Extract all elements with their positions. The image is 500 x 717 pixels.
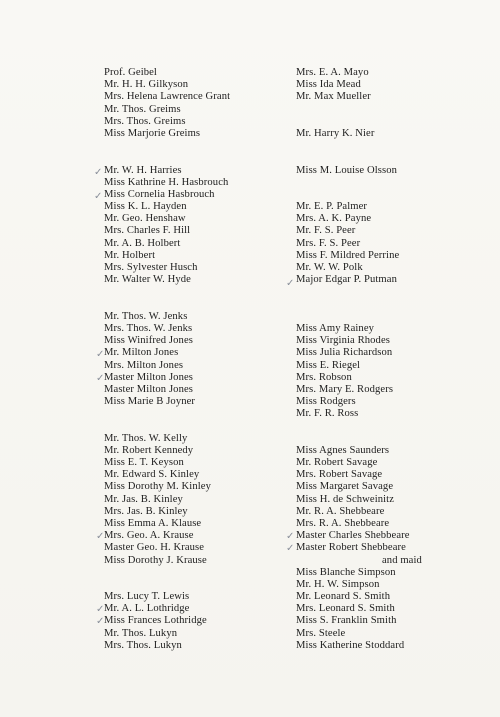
passenger-name: Mr. A. L. Lothridge [104,603,190,615]
section-spacer [296,189,496,201]
passenger-name: Mrs. Lucy T. Lewis [104,591,190,603]
check-mark-icon: ✓ [94,191,103,202]
passenger-name: Mr. H. H. Gilkyson [104,79,189,91]
passenger-name: Mr. R. A. Shebbeare [296,505,385,517]
passenger-name: Miss Rodgers [296,396,356,408]
passenger-name: Mr. Milton Jones [104,347,179,359]
passenger-name: Mrs. Geo. A. Krause [104,530,194,542]
passenger-name: Mr. W. W. Polk [296,262,363,273]
section-spacer [296,116,496,128]
passenger-name: Miss Katherine Stoddard [296,639,405,651]
passenger-name: Mr. Holbert [104,249,156,261]
passenger-name: Mr. Thos. Greims [104,103,181,115]
passenger-name: Prof. Geibel [104,67,157,78]
section-spacer [104,152,304,164]
section-spacer [104,579,304,591]
passenger-name: Mrs. Jas. B. Kinley [104,505,188,517]
check-mark-icon: ✓ [286,531,295,542]
passenger-list-right-column [296,67,496,652]
passenger-name: Miss Blanche Simpson [296,566,396,578]
passenger-name: Mr. Walter W. Hyde [104,274,191,286]
check-mark-icon: ✓ [96,373,105,384]
passenger-name: Miss M. Louise Olsson [296,164,397,176]
passenger-name: Miss F. Mildred Perrine [296,249,400,261]
passenger-name: Miss Marjorie Greims [104,127,201,139]
passenger-name: Master Geo. H. Krause [104,542,205,554]
passenger-name: Mr. A. B. Holbert [104,237,181,249]
passenger-name: Master Milton Jones [104,371,193,383]
passenger-name: Mr. Jas. B. Kinley [104,493,183,505]
passenger-name: Mrs. Sylvester Husch [104,262,198,273]
passenger-name: Mr. Max Mueller [296,91,371,103]
passenger-name: Mrs. Steele [296,627,346,639]
section-spacer [104,299,304,311]
section-spacer [296,433,496,445]
section-spacer [296,299,496,311]
passenger-name: Mrs. Thos. Lukyn [104,639,182,651]
passenger-name: Miss E. Riegel [296,359,361,371]
passenger-name: Mr. Thos. W. Jenks [104,310,188,322]
check-mark-icon: ✓ [96,616,105,627]
passenger-name: Miss Virginia Rhodes [296,335,390,347]
passenger-name: Mrs. Robson [296,371,352,383]
section-spacer [104,140,304,152]
passenger-name: Miss Frances Lothridge [104,615,207,627]
passenger-name: Miss Cornelia Hasbrouch [104,188,215,200]
section-spacer [296,140,496,152]
passenger-name: Mr. H. W. Simpson [296,578,380,590]
check-mark-icon: ✓ [286,543,295,554]
passenger-name: Mr. F. R. Ross [296,408,359,420]
passenger-name: Mr. Robert Kennedy [104,444,194,456]
passenger-name: Miss Julia Richardson [296,347,393,359]
passenger-name: Master Milton Jones [104,383,193,395]
passenger-name: Miss Agnes Saunders [296,444,390,456]
passenger-name: Miss Winifred Jones [104,335,193,347]
passenger-name: Mr. W. H. Harries [104,164,182,176]
passenger-name: Mr. Edward S. Kinley [104,469,200,481]
section-spacer [296,104,496,116]
passenger-name: Miss Ida Mead [296,79,361,91]
passenger-name: Mrs. Mary E. Rodgers [296,383,394,395]
section-spacer [296,286,496,298]
passenger-name: Mr. Robert Savage [296,457,378,468]
passenger-name: Miss Kathrine H. Hasbrouch [104,176,229,188]
passenger-name: Mr. Harry K. Nier [296,127,375,139]
section-spacer [296,177,496,189]
section-spacer [296,311,496,323]
passenger-name: Miss S. Franklin Smith [296,615,397,627]
section-spacer [104,286,304,298]
passenger-name: Mrs. Charles F. Hill [104,225,191,237]
passenger-name: Mrs. Robert Savage [296,469,383,481]
passenger-name: Mr. Thos. W. Kelly [104,432,188,444]
section-spacer [104,567,304,579]
section-spacer [104,408,304,420]
passenger-name: Mr. Leonard S. Smith [296,591,391,603]
passenger-list-left-column [104,67,304,652]
section-spacer [104,420,304,432]
check-mark-icon: ✓ [96,604,105,615]
passenger-name: Miss Emma A. Klause [104,517,202,529]
passenger-name: Mrs. Leonard S. Smith [296,603,395,615]
passenger-name: Mrs. Helena Lawrence Grant [104,91,231,103]
passenger-name: Miss K. L. Hayden [104,201,187,213]
passenger-name: Miss Dorothy J. Krause [104,554,207,566]
passenger-name: Mrs. F. S. Peer [296,237,361,249]
section-spacer [296,420,496,432]
passenger-name: and maid [382,554,422,566]
passenger-name: Mrs. Milton Jones [104,359,184,371]
passenger-name: Mr. Geo. Henshaw [104,213,186,225]
section-spacer [296,152,496,164]
passenger-name: Mrs. E. A. Mayo [296,67,369,78]
passenger-name: Miss Marie B Joyner [104,396,196,408]
check-mark-icon: ✓ [94,167,103,178]
check-mark-icon: ✓ [286,278,295,289]
passenger-name: Miss Dorothy M. Kinley [104,481,211,493]
passenger-name: Mr. F. S. Peer [296,225,356,237]
passenger-name: Miss E. T. Keyson [104,457,184,468]
passenger-name: Mr. E. P. Palmer [296,201,368,213]
passenger-name: Mr. Thos. Lukyn [104,627,178,639]
check-mark-icon: ✓ [96,349,105,360]
passenger-name: Mrs. Thos. W. Jenks [104,322,193,334]
passenger-name: Miss Margaret Savage [296,481,394,493]
passenger-name: Mrs. A. K. Payne [296,213,372,225]
passenger-name: Miss H. de Schweinitz [296,493,395,505]
check-mark-icon: ✓ [96,531,105,542]
passenger-name: Mrs. R. A. Shebbeare [296,517,390,529]
passenger-name: Major Edgar P. Putman [296,274,397,286]
passenger-name: Miss Amy Rainey [296,322,375,334]
passenger-name: Master Charles Shebbeare [296,530,410,542]
passenger-name: Mrs. Thos. Greims [104,115,186,127]
passenger-name: Master Robert Shebbeare [296,542,406,554]
